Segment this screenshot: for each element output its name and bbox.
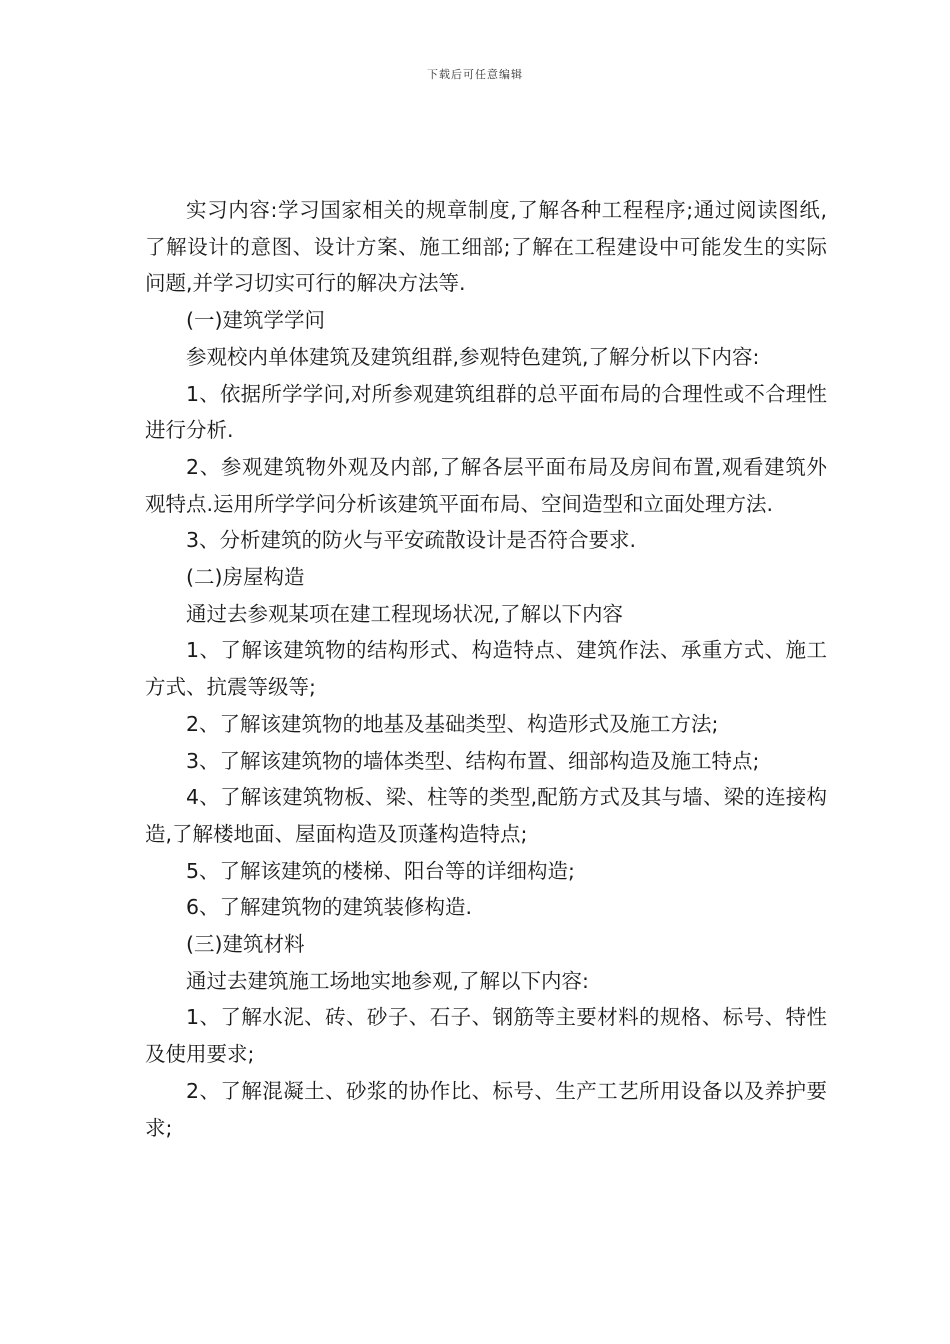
list-item: 5、了解该建筑的楼梯、阳台等的详细构造; bbox=[186, 858, 575, 883]
list-item: 6、了解建筑物的建筑装修构造. bbox=[186, 895, 473, 920]
list-item: 1、依据所学学问,对所参观建筑组群的总平面布局的合理性或不合理性进行分析. bbox=[145, 381, 827, 443]
list-item: 2、参观建筑物外观及内部,了解各层平面布局及房间布置,观看建筑外观特点.运用所学学问分析该建筑平面布局、空间造型和立面处理方法. bbox=[145, 454, 827, 516]
list-item: 3、了解该建筑物的墙体类型、结构布置、细部构造及施工特点; bbox=[186, 748, 760, 773]
list-item: 1、了解该建筑物的结构形式、构造特点、建筑作法、承重方式、施工方式、抗震等级等; bbox=[145, 638, 827, 700]
list-item: 2、了解混凝土、砂浆的协作比、标号、生产工艺所用设备以及养护要求; bbox=[145, 1078, 827, 1140]
section-heading-materials: (三)建筑材料 bbox=[186, 932, 305, 957]
paragraph-architecture-intro: 参观校内单体建筑及建筑组群,参观特色建筑,了解分析以下内容: bbox=[186, 344, 760, 369]
list-item: 1、了解水泥、砖、砂子、石子、钢筋等主要材料的规格、标号、特性及使用要求; bbox=[145, 1005, 827, 1067]
section-heading-architecture: (一)建筑学学问 bbox=[186, 308, 325, 333]
section-heading-construction: (二)房屋构造 bbox=[186, 565, 305, 590]
paragraph-intro: 实习内容:学习国家相关的规章制度,了解各种工程程序;通过阅读图纸,了解设计的意图、设计方案、施工细部;了解在工程建设中可能发生的实际问题,并学习切实可行的解决方法等. bbox=[145, 198, 827, 296]
paragraph-construction-intro: 通过去参观某项在建工程现场状况,了解以下内容 bbox=[186, 601, 624, 626]
header-note: 下载后可任意编辑 bbox=[427, 68, 523, 81]
paragraph-materials-intro: 通过去建筑施工场地实地参观,了解以下内容: bbox=[186, 968, 589, 993]
list-item: 3、分析建筑的防火与平安疏散设计是否符合要求. bbox=[186, 528, 637, 553]
document-body bbox=[145, 192, 827, 1146]
list-item: 4、了解该建筑物板、梁、柱等的类型,配筋方式及其与墙、梁的连接构造,了解楼地面、屋面构造及顶蓬构造特点; bbox=[145, 785, 827, 846]
list-item: 2、了解该建筑物的地基及基础类型、构造形式及施工方法; bbox=[186, 711, 719, 736]
